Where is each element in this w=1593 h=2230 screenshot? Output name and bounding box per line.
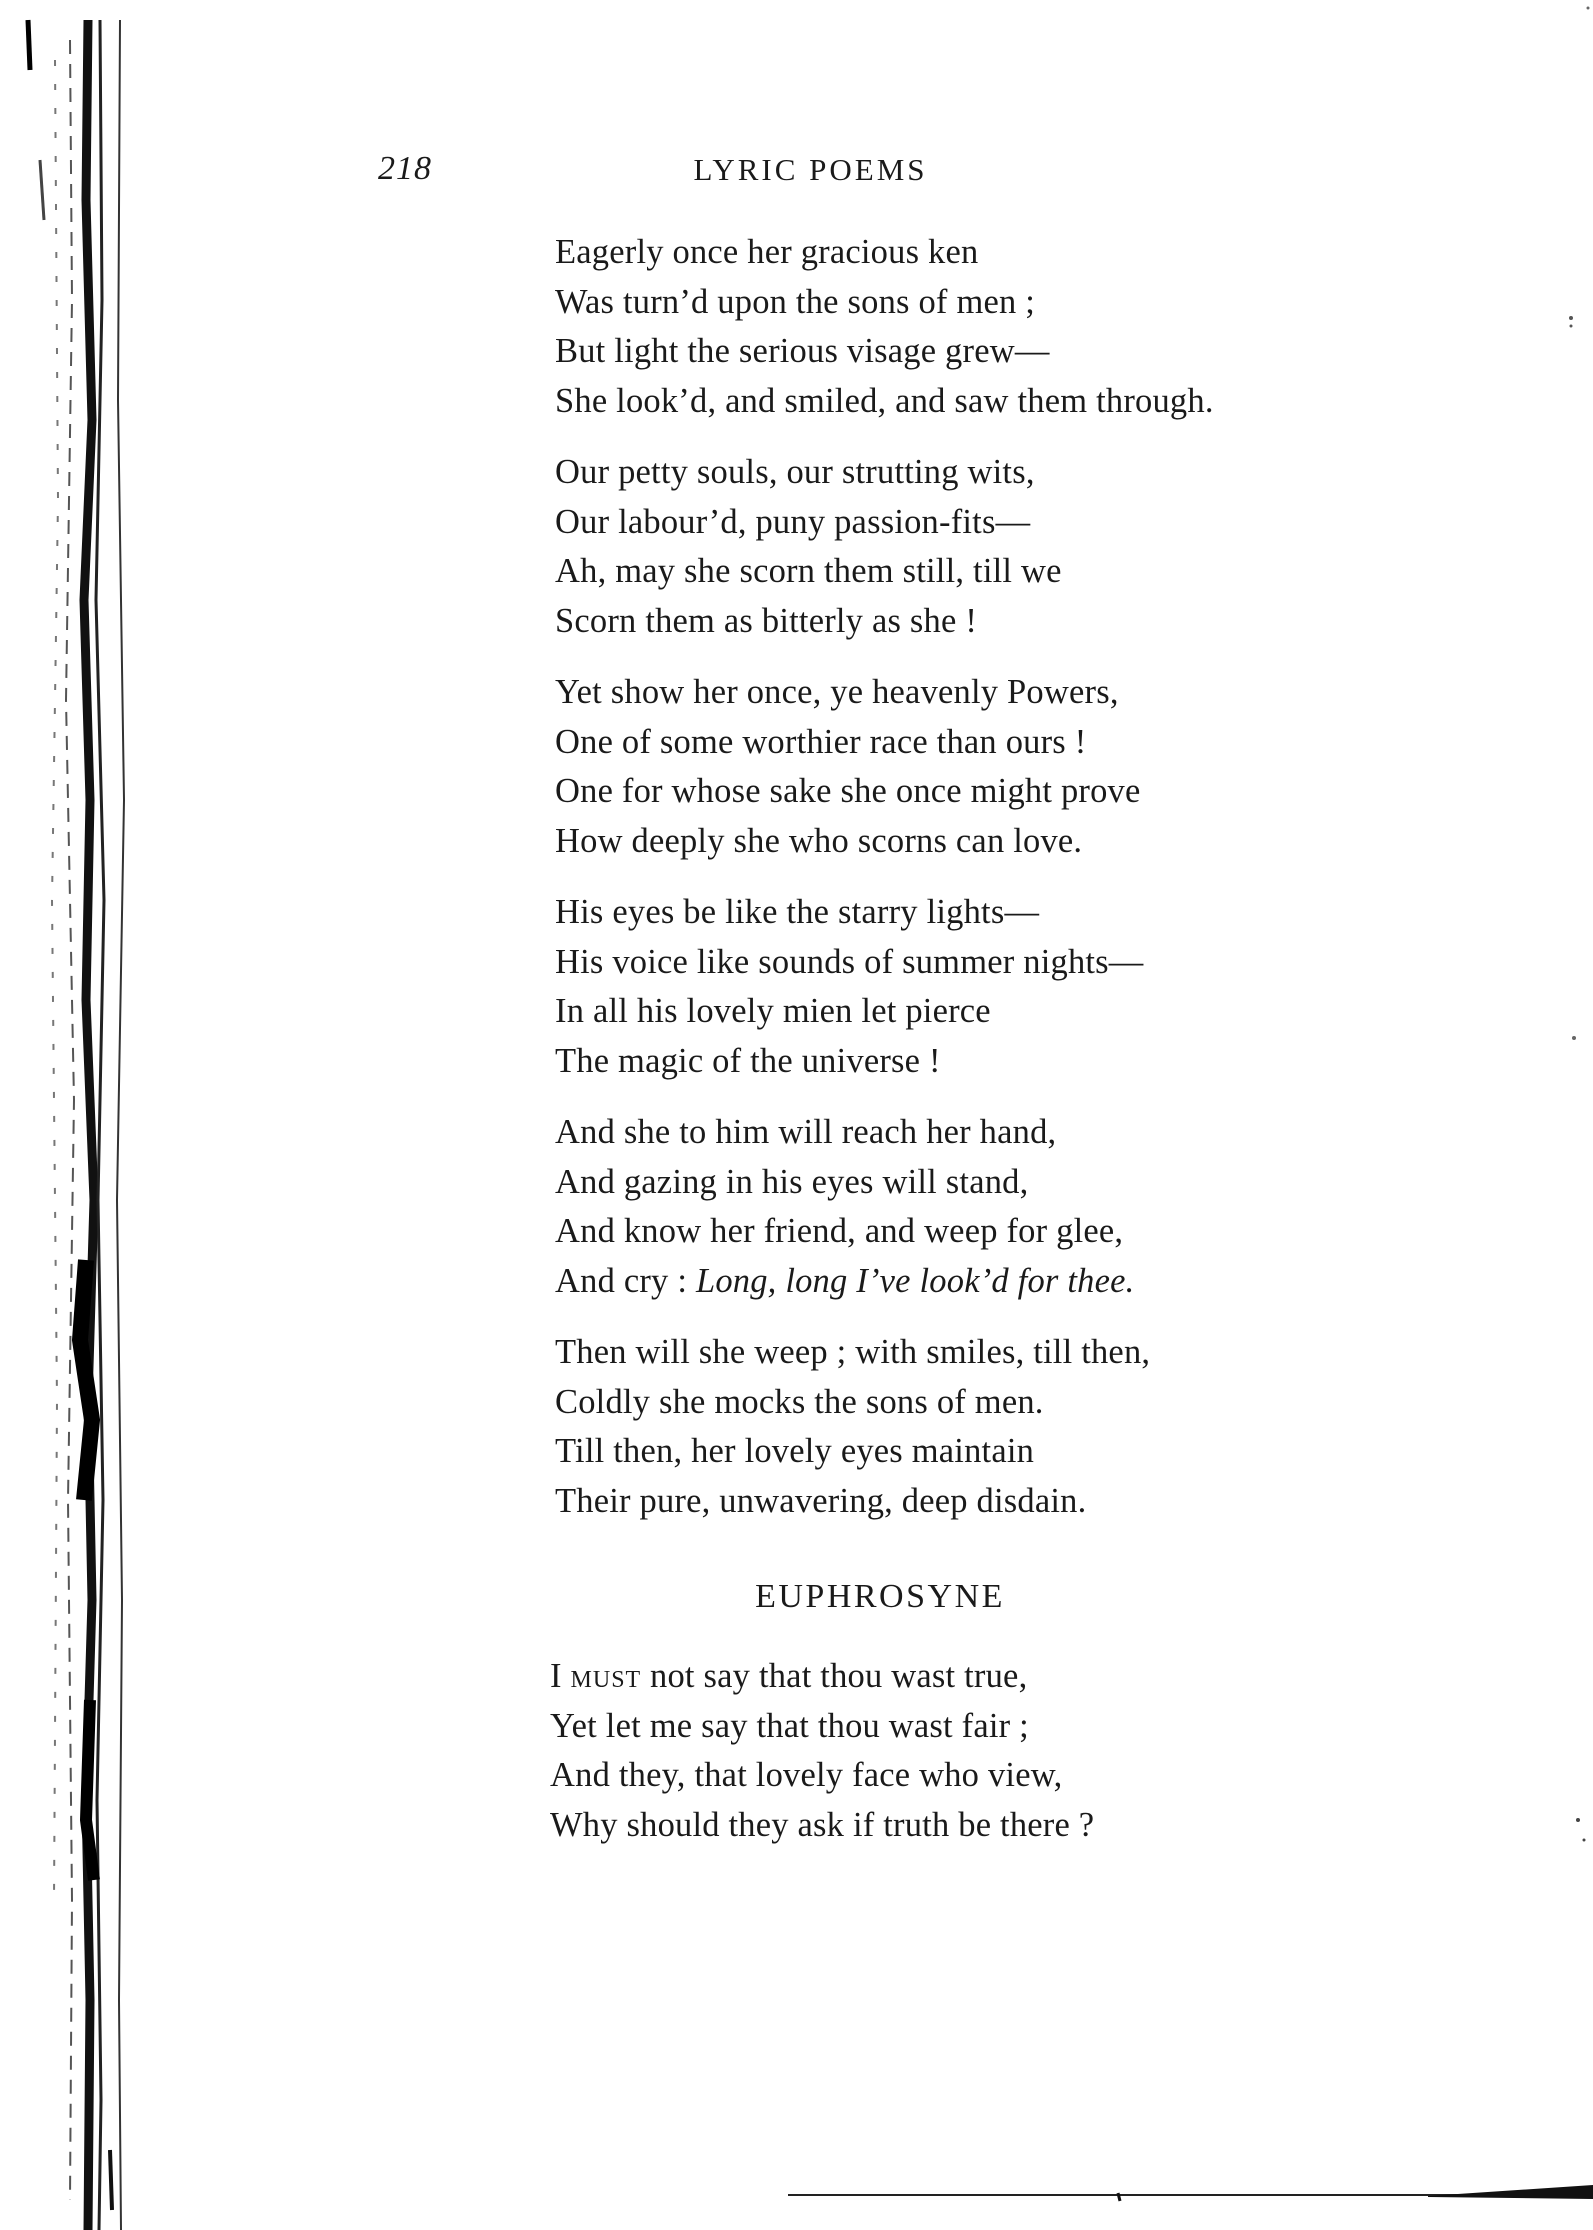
stanza [555,888,1455,1086]
poem-line: The magic of the universe ! [555,1041,941,1080]
poem-line: And she to him will reach her hand, [555,1113,1057,1151]
poem-line: Our petty souls, our strutting wits, [555,453,1035,491]
poem-line: Ah, may she scorn them still, till we [555,552,1062,590]
poem-line: Yet show her once, ye heavenly Powers, [555,673,1119,711]
poem-line: One for whose sake she once might prove [555,772,1141,810]
poem-line: His eyes be like the starry lights— [555,893,1040,931]
poem-line: Eagerly once her gracious ken [555,233,979,271]
poem-line [550,1652,1450,1702]
poem-line: Till then, her lovely eyes maintain [555,1432,1035,1470]
poem-line: And know her friend, and weep for glee, [555,1212,1124,1250]
stanza [555,228,1455,426]
poem-line: One of some worthier race than ours ! [555,722,1087,761]
poem-line: Why should they ask if truth be there ? [550,1805,1095,1844]
stanza [555,1108,1455,1306]
poem-body [555,228,1455,1548]
bottom-rule [788,2183,1593,2203]
euphrosyne-poem [550,1652,1450,1850]
poem-line-italic: Long, long I’ve look’d for thee. [695,1261,1135,1300]
stanza [555,668,1455,866]
stanza [555,448,1455,646]
poem-line: And gazing in his eyes will stand, [555,1162,1029,1201]
poem-line: His voice like sounds of summer nights— [555,942,1144,981]
poem-line: How deeply she who scorns can love. [555,821,1083,860]
poem-line: Scorn them as bitterly as she ! [555,601,978,640]
poem-line [555,1257,1455,1307]
running-title: LYRIC POEMS [693,152,928,187]
running-head [378,150,1198,200]
poem-line: Our labour’d, puny passion-fits— [555,502,1031,541]
page-number: 218 [378,150,432,187]
poem-line: In all his lovely mien let pierce [555,992,991,1030]
poem-line: Then will she weep ; with smiles, till then, [555,1333,1151,1371]
poem-line: She look’d, and smiled, and saw them through. [555,381,1214,420]
initial-word: I [550,1657,571,1695]
poem-line-rest: not say that thou wast true, [641,1657,1028,1695]
poem-line: And they, that lovely face who view, [550,1756,1063,1794]
poem-title: EUPHROSYNE [755,1578,1005,1615]
poem-line: Their pure, unwavering, deep disdain. [555,1481,1087,1520]
smallcaps-word: must [570,1657,642,1695]
stanza [555,1328,1455,1526]
binding-gutter [0,0,140,2230]
poem-line: Was turn’d upon the sons of men ; [555,282,1036,321]
poem-line: But light the serious visage grew— [555,332,1050,370]
poem-line: Yet let me say that thou wast fair ; [550,1706,1029,1745]
poem-line-prefix: And cry : [555,1261,696,1300]
poem-line: Coldly she mocks the sons of men. [555,1382,1044,1421]
